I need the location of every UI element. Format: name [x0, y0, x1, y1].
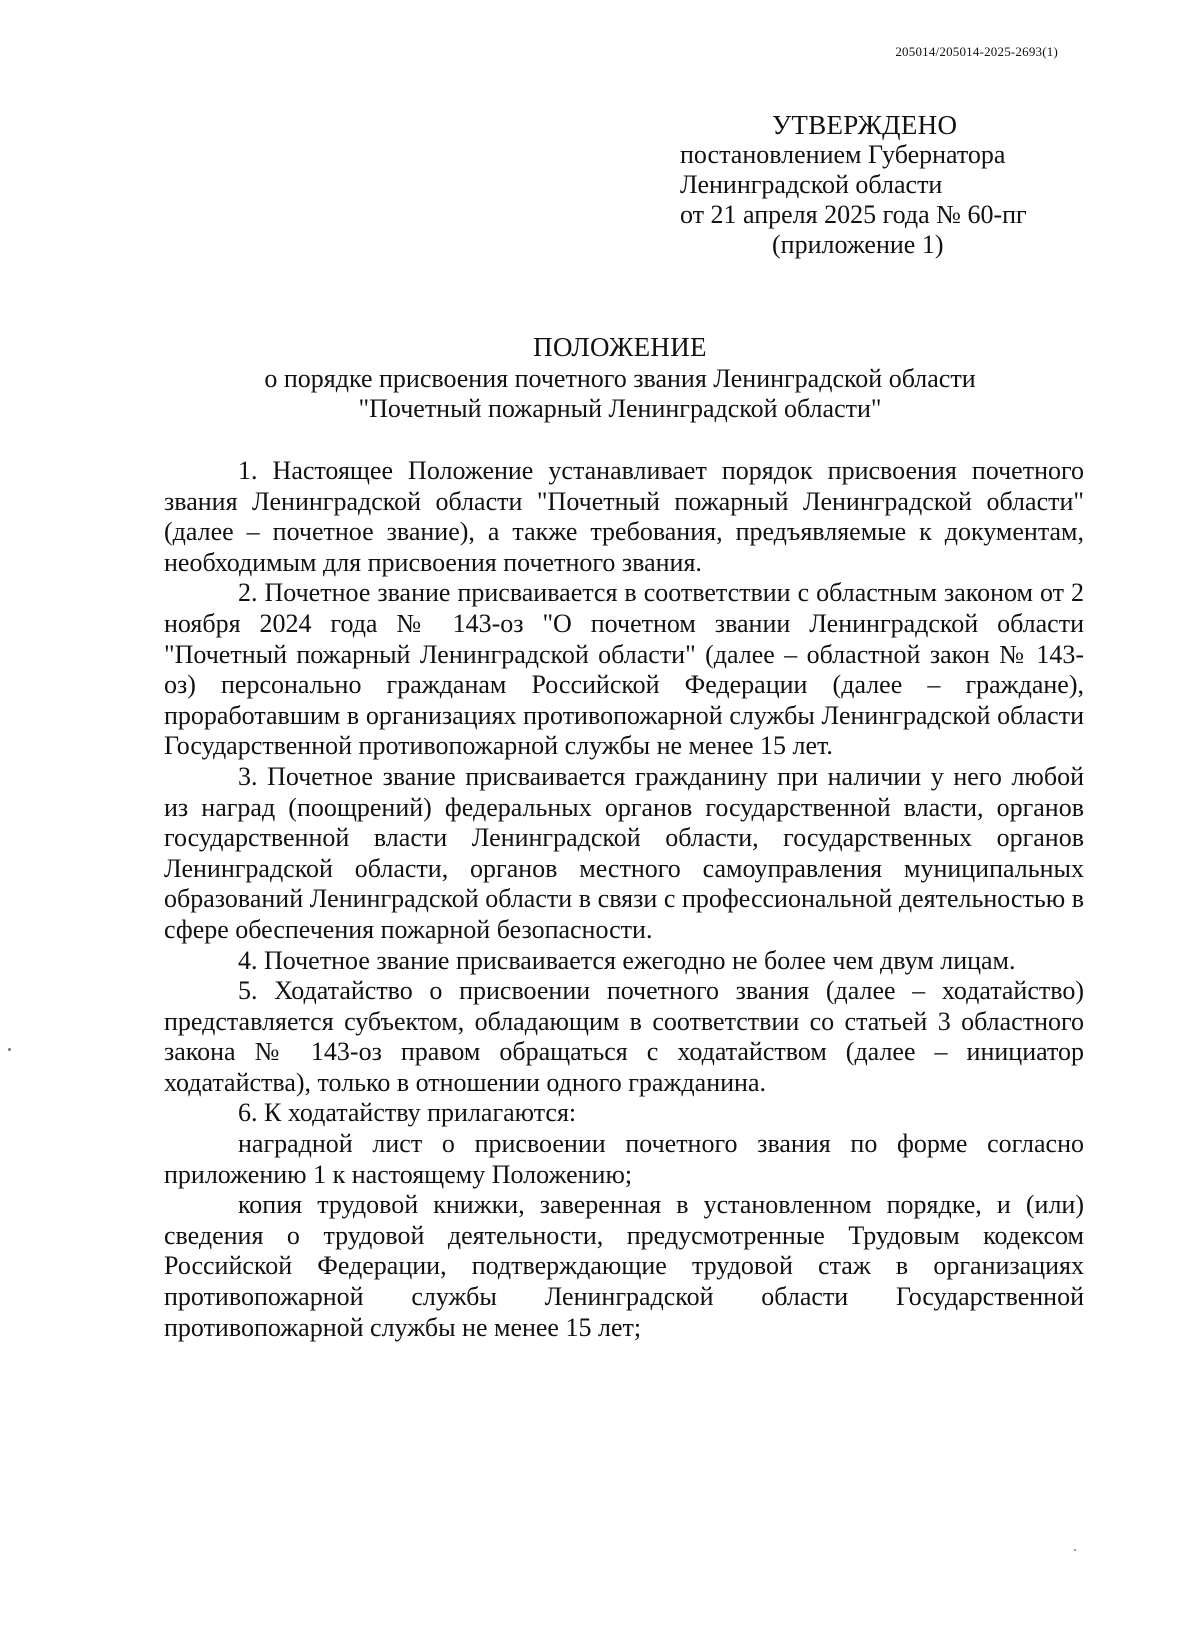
- document-title-block: [160, 332, 1080, 424]
- approval-line-2: Ленинградской области: [680, 170, 943, 199]
- paragraph-6: 6. К ходатайству прилагаются:: [238, 1098, 577, 1128]
- paragraph-1: 1. Настоящее Положение устанавливает порядок присвоения почетного звания Ленинградской области "Почетный пожарный Ленинградской области" (далее – почетное звание), а также требования, предъявляемые к документам, необходимым для присвоения почетного звания.: [164, 456, 1084, 577]
- approval-line-1: постановлением Губернатора: [680, 140, 1006, 169]
- approval-annex-line: (приложение 1): [772, 230, 944, 259]
- document-title: ПОЛОЖЕНИЕ: [533, 332, 707, 362]
- paragraph-6-item-1: наградной лист о присвоении почетного звания по форме согласно приложению 1 к настоящему Положению;: [164, 1129, 1084, 1189]
- document-body: [164, 456, 1084, 1343]
- paragraph-4: 4. Почетное звание присваивается ежегодно не более чем двум лицам.: [238, 945, 1016, 975]
- paragraph-3: 3. Почетное звание присваивается гражданину при наличии у него любой из наград (поощрений) федеральных органов государственной власти, органов государственной власти Ленинградской области, государственных органов Ленинградской области, органов местного самоуправления муниципальных образований Ленинградской области в связи с профессиональной деятельностью в сфере обеспечения пожарной безопасности.: [164, 761, 1084, 944]
- paragraph-5: 5. Ходатайство о присвоении почетного звания (далее – ходатайство) представляется субъектом, обладающим в соответствии со статьей 3 областного закона № 143-оз правом обращаться с ходатайством (далее – инициатор ходатайства), только в отношении одного гражданина.: [164, 976, 1084, 1097]
- scan-speck: [8, 1048, 11, 1051]
- approval-line-3: от 21 апреля 2025 года № 60-пг: [680, 200, 1027, 229]
- document-subtitle-line-2: "Почетный пожарный Ленинградской области": [358, 394, 882, 423]
- approval-heading: УТВЕРЖДЕНО: [772, 110, 958, 140]
- scan-speck: [1074, 1549, 1076, 1551]
- document-registration-number: 205014/205014-2025-2693(1): [895, 44, 1058, 59]
- paragraph-6-item-2: копия трудовой книжки, заверенная в установленном порядке, и (или) сведения о трудовой деятельности, предусмотренные Трудовым кодексом Российской Федерации, подтверждающие трудовой стаж в организациях противопожарной службы Ленинградской области Государственной противопожарной службы не менее 15 лет;: [164, 1190, 1084, 1342]
- document-subtitle-line-1: о порядке присвоения почетного звания Ленинградской области: [264, 364, 976, 393]
- paragraph-2: 2. Почетное звание присваивается в соответствии с областным законом от 2 ноября 2024 года № 143-оз "О почетном звании Ленинградской области "Почетный пожарный Ленинградской области" (далее – областной закон № 143-оз) персонально гражданам Российской Федерации (далее – граждане), проработавшим в организациях противопожарной службы Ленинградской области Государственной противопожарной службы не менее 15 лет.: [164, 578, 1084, 761]
- approval-stamp-block: [680, 110, 1100, 260]
